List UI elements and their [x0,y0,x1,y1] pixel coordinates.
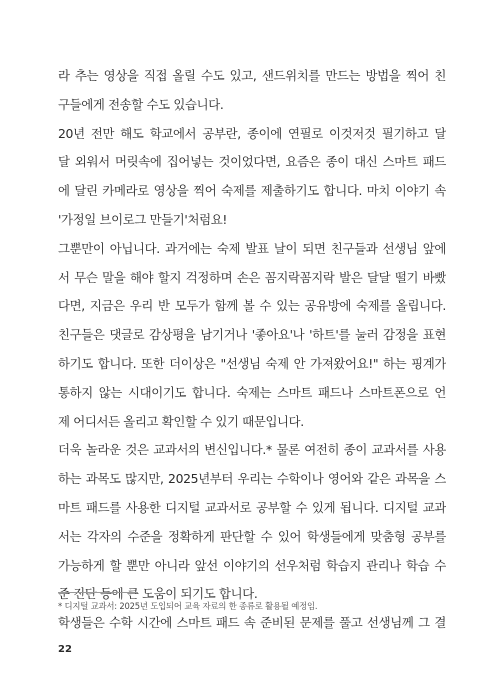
text-line: 준 진단 등에 큰 도움이 되기도 합니다. [58,586,258,602]
text-line: 학생들은 수학 시간에 스마트 패드 속 준비된 문제를 풀고 선생님께 그 결 [58,615,446,631]
text-line: 에 달린 카메라로 영상을 찍어 숙제를 제출하기도 합니다. 마치 이야기 속 [58,183,446,199]
text-line: '가정일 브이로그 만들기'처럼요! [58,211,227,227]
footnote: * 디지털 교과서: 2025년 도입되어 교육 자료의 한 종류로 활용될 예정임. [58,601,318,611]
text-line: 구들에게 전송할 수도 있습니다. [58,96,224,112]
footnote-divider [58,592,138,593]
text-line: 라 추는 영상을 직접 올릴 수도 있고, 샌드위치를 만드는 방법을 찍어 친 [58,68,446,83]
text-line: 통하지 않는 시대이기도 합니다. 숙제는 스마트 패드나 스마트폰으로 언 [58,384,446,400]
text-line: 그뿐만이 아닙니다. 과거에는 숙제 발표 날이 되면 친구들과 선생님 앞에 [58,240,446,256]
page-number: 22 [58,644,72,655]
text-line: 친구들은 댓글로 감상평을 남기거나 '좋아요'나 '하트'를 눌러 감정을 표현 [58,327,446,343]
body-text [58,62,446,638]
text-line: 달 외워서 머릿속에 집어넣는 것이었다면, 요즘은 종이 대신 스마트 패드 [58,154,446,170]
text-line: 20년 전만 해도 학교에서 공부란, 종이에 연필로 이것저것 필기하고 달 [58,125,446,141]
text-line: 다면, 지금은 우리 반 모두가 함께 볼 수 있는 공유방에 숙제를 올립니다. [58,298,446,314]
text-line: 하는 과목도 많지만, 2025년부터 우리는 수학이나 영어와 같은 과목을 스 [58,471,446,487]
text-line: 하기도 합니다. 또한 더이상은 "선생님 숙제 안 가져왔어요!" 하는 핑계가 [58,355,446,371]
text-line: 마트 패드를 사용한 디지털 교과서로 공부할 수 있게 됩니다. 디지털 교과 [58,499,446,515]
text-line: 서 무슨 말을 해야 할지 걱정하며 손은 꼼지락꼼지락 발은 달달 떨기 바빴 [58,269,446,285]
text-line: 가능하게 할 뿐만 아니라 앞선 이야기의 선우처럼 학습지 관리나 학습 수 [58,557,446,573]
text-line: 더욱 놀라운 것은 교과서의 변신입니다.* 물론 여전히 종이 교과서를 사용 [58,442,446,458]
text-line: 제 어디서든 올리고 확인할 수 있기 때문입니다. [58,413,304,429]
text-line: 서는 각자의 수준을 정확하게 판단할 수 있어 학생들에게 맞춤형 공부를 [58,528,446,544]
